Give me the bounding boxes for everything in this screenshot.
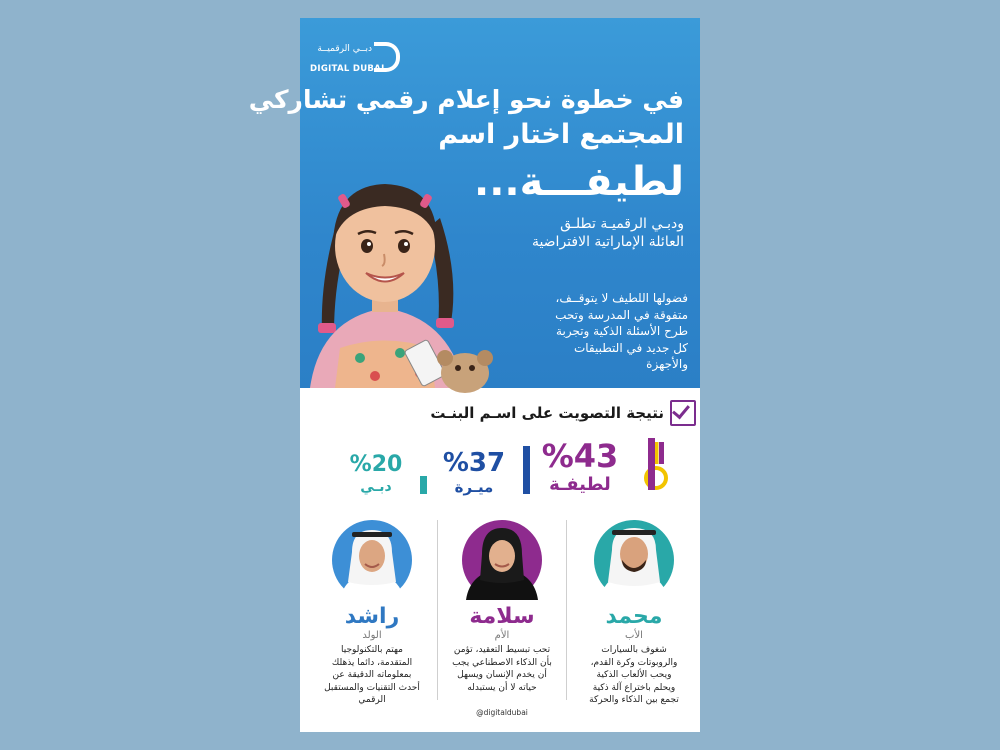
member-name: راشد [344,604,400,629]
member-desc-line: شغوف بالسيارات [601,645,667,655]
member-role: الولد [362,630,382,641]
result-percent: %20 [349,452,403,477]
mother-avatar [462,520,542,600]
member-desc-line: ويحلم باختراع آلة ذكية [592,682,676,693]
result-percent: %37 [442,448,506,478]
digital-dubai-logo [310,40,400,80]
subheadline-line-1: ودبـي الرقميـة تطلـق [560,216,684,232]
member-description [440,644,564,694]
result-bar-1 [648,438,655,490]
member-desc-line: المتقدمة، دائما يذهلك [331,657,413,668]
headline-line-1: في خطوة نحو إعلام رقمي تشاركي [248,85,684,114]
result-name: دبـي [360,479,392,495]
son-avatar [332,520,412,600]
father-avatar [594,520,674,600]
result-mira [432,448,516,496]
checkbox-icon [670,400,696,426]
member-name: سلامة [469,604,535,629]
logo-english-text: DIGITAL DUBAI [310,64,385,74]
headline-line-2: المجتمع اختار اسم [438,119,684,150]
description-line: والأجهزة [646,357,688,371]
member-desc-line: الرقمي [358,695,386,705]
column-divider [566,520,567,700]
description-line: كل جديد في التطبيقات [573,340,688,355]
vote-title: نتيجة التصويت على اسـم البنـت [430,404,664,422]
result-dubai [336,452,416,496]
hero-section [248,18,700,388]
member-desc-line: والروبوتات وكرة القدم، [590,657,678,668]
description-line: فضولها اللطيف لا يتوقــف، [555,291,688,305]
member-desc-line: أن يخدم الإنسان ويسهل [457,670,547,680]
headline-line-3: لطيفـــة... [474,159,684,205]
member-role: الأب [625,630,643,641]
description-line: متفوقة في المدرسة وتحب [555,307,688,322]
member-desc-line: تجمع بين الذكاء والحركة [589,695,679,705]
member-desc-line: حياته لا أن يستبدله [467,682,537,693]
member-desc-line: ويحب الألعاب الذكية [596,670,672,680]
logo-arabic-text: دبــي الرقميــة [317,44,372,54]
member-desc-line: أحدث التقنيات والمستقبل [324,682,420,693]
member-description [572,644,696,707]
member-desc-line: بمعلوماته الدقيقة عن [332,670,412,680]
description-line: طرح الأسئلة الذكية وتجربة [556,324,688,338]
result-bar-3 [420,476,427,494]
subheadline-line-2: العائلة الإماراتية الافتراضية [531,234,684,250]
girl-illustration [300,158,510,388]
member-desc-line: تحب تبسيط التعقيد، تؤمن [453,645,551,655]
column-divider [437,520,438,700]
social-handle: @digitaldubai [476,708,528,717]
result-percent: %43 [541,437,619,475]
girl-description [498,290,688,373]
result-name: ميـرة [454,478,494,496]
member-desc-line: مهتم بالتكنولوجيا [341,645,403,655]
member-description [310,644,434,707]
member-name: محمد [605,604,663,629]
member-desc-line: بأن الذكاء الاصطناعي يجب [452,657,552,668]
poster [248,18,700,732]
result-bar-2 [523,446,530,494]
member-role: الأم [494,630,510,641]
result-name: لطيفـة [549,474,611,495]
result-latifa [525,438,635,496]
